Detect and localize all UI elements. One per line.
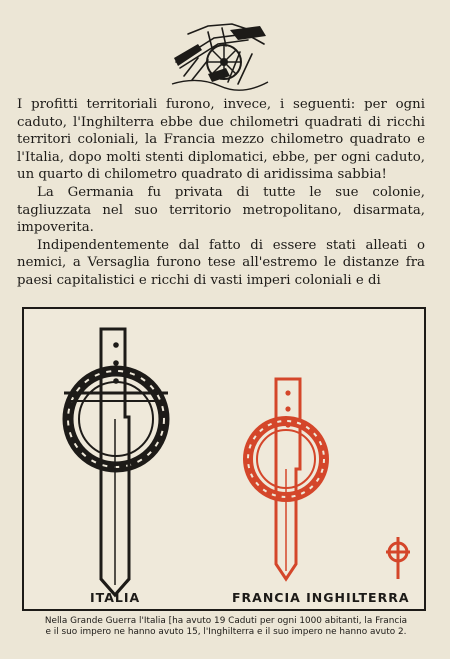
paragraph-3: Indipendentemente dal fatto di essere stati alleati o nemici, a Versaglia furono tese all'estremo le distanze fra paesi capitalistici e ricchi di vasti imperi coloniali e di <box>17 237 425 288</box>
emblem-mark-icon <box>386 537 410 579</box>
wreathed-sword-francia-inghilterra-icon <box>248 379 324 579</box>
label-italia: ITALIA <box>90 590 141 605</box>
cannon-vignette-icon <box>168 18 272 92</box>
paragraph-1: I profitti territoriali furono, invece, i seguenti: per ogni caduto, l'Inghilterra ebbe due chilometri quadrati di ricchi territori coloniali, la Francia mezzo chilometro quadrato e l'Italia, dopo molti stenti diplomatici, ebbe, per ogni caduto, un quarto di chilometro quadrato di aridissima sabbia! <box>17 97 425 183</box>
caption-line-2: e il suo impero ne hanno avuto 15, l'Inghilterra e il suo impero ne hanno avuto 2. <box>45 627 407 637</box>
body-text <box>17 96 425 290</box>
paragraph-2: La Germania fu privata di tutte le sue colonie, tagliuzzata nel suo territorio metropolitano, disarmata, impoverita. <box>17 184 425 236</box>
caption-line-1: Nella Grande Guerra l'Italia [ha avuto 19 Caduti per ogni 1000 abitanti, la Francia <box>44 616 408 626</box>
wreathed-sword-italia-icon <box>64 329 168 595</box>
illustration-plate <box>22 307 426 611</box>
label-francia-inghilterra: FRANCIA INGHILTERRA <box>232 590 410 605</box>
caption <box>14 616 438 638</box>
